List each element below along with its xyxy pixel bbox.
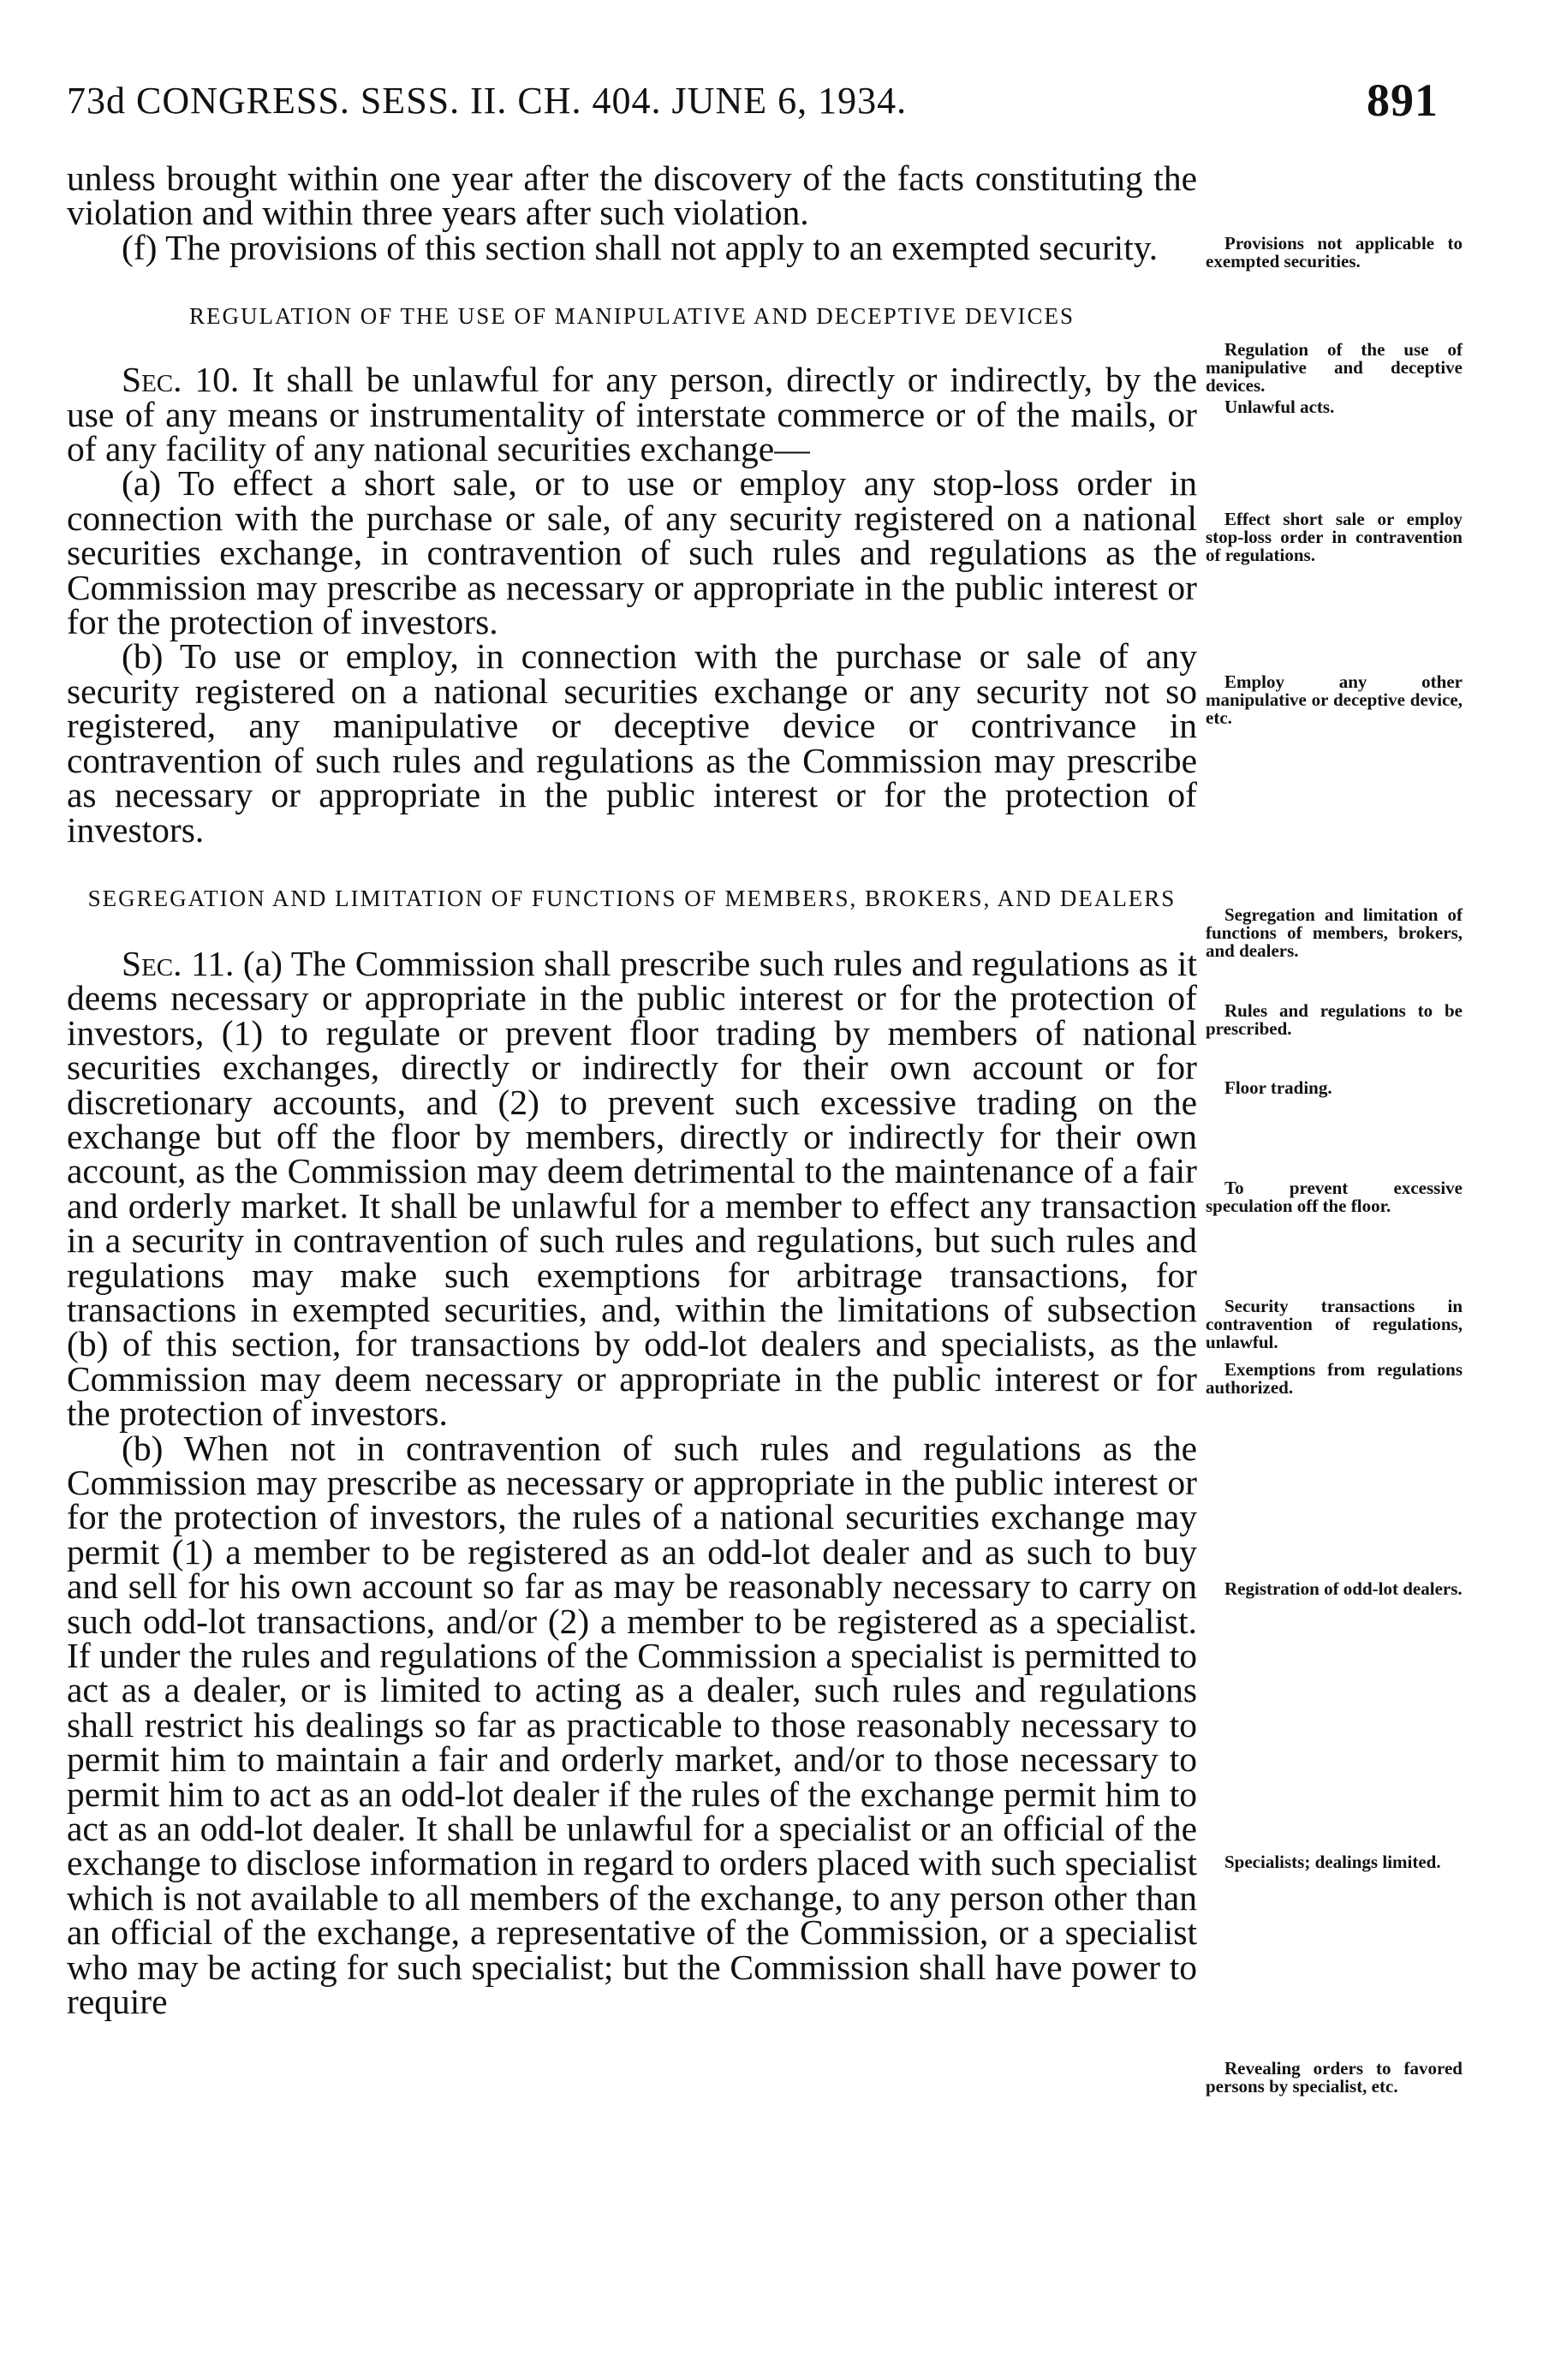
paragraph-11a bbox=[67, 943, 1197, 1434]
paragraph-10b: (b) To use or employ, in connection with the purchase or sale of any security registered on a national securities exchange or any security not so registered, any manipulative or deceptive device or contrivance in contravention of such rules and regulations as the Commission may prescribe as necessary or appropriate in the public interest or for the protection of investors. bbox=[67, 636, 1197, 850]
margin-note-unlawful-acts: Unlawful acts. bbox=[1224, 397, 1335, 417]
margin-note-odd-lot-dealers: Registration of odd-lot dealers. bbox=[1224, 1578, 1463, 1599]
section-10-text: It shall be unlawful for any person, directly or indirectly, by the use of any means or instrumentality of interstate commerce or of the mails, or of any facility of any national securities exchange— bbox=[67, 360, 1198, 469]
section-11a-text: (a) The Commission shall prescribe such rules and regulations as it deems necessary or appropriate in the public interest or for the protection of investors, (1) to regulate or prevent floor trading by members of national securities exchanges, directly or indirectly for their own account or for discretionary accounts, and (2) to prevent such excessive trading on the exchange but off the floor by members, directly or indirectly for their own account, as the Commission may deem detrimental to the maintenance of a fair and orderly market. It shall be unlawful for a member to effect any transaction in a security in contravention of such rules and regulations, but such rules and regulations may make such exemptions for arbitrage transactions, for transactions in exempted securities, and, within the limitations of subsection (b) of this section, for transactions by odd-lot dealers and specialists, as the Commission may deem necessary or appropriate in the public interest or for the protection of investors. bbox=[67, 943, 1197, 1434]
section-11-heading: SEGREGATION AND LIMITATION OF FUNCTIONS OF MEMBERS, BROKERS, AND DEALERS bbox=[87, 885, 1177, 911]
running-title: 73d CONGRESS. SESS. II. CH. 404. JUNE 6, 1934. bbox=[67, 80, 908, 122]
section-11-label: Sec. 11. bbox=[122, 943, 235, 983]
margin-note-exemptions: Exemptions from regulations authorized. bbox=[1206, 1359, 1463, 1398]
margin-note-short-sale: Effect short sale or employ stop-loss order in contravention of regulations. bbox=[1206, 509, 1463, 565]
paragraph-f: (f) The provisions of this section shall not apply to an exempted security. bbox=[122, 227, 1159, 267]
margin-note-floor-trading: Floor trading. bbox=[1224, 1077, 1332, 1098]
section-10-label: Sec. 10. bbox=[122, 360, 240, 400]
paragraph-10a: (a) To effect a short sale, or to use or employ any stop-loss order in connection with the purchase or sale, of any security registered on a national securities exchange, in contravention of such rules and regulations as the Commission may prescribe as necessary or appropriate in the public interest or for the protection of investors. bbox=[67, 463, 1197, 642]
page-number: 891 bbox=[1367, 75, 1439, 126]
paragraph-sec10 bbox=[67, 360, 1198, 469]
margin-note-security-transactions: Security transactions in contravention of regulations, unlawful. bbox=[1206, 1296, 1463, 1352]
margin-note-manipulative-device: Employ any other manipulative or deceptive device, etc. bbox=[1206, 671, 1463, 728]
margin-note-excessive-speculation: To prevent excessive speculation off the floor. bbox=[1206, 1178, 1463, 1216]
margin-note-revealing-orders: Revealing orders to favored persons by specialist, etc. bbox=[1206, 2058, 1463, 2097]
paragraph-continuation: unless brought within one year after the discovery of the facts constituting the violation and within three years after such violation. bbox=[67, 158, 1197, 233]
margin-note-specialists: Specialists; dealings limited. bbox=[1224, 1852, 1441, 1872]
margin-note-regulation-devices: Regulation of the use of manipulative and deceptive devices. bbox=[1206, 339, 1463, 396]
margin-note-segregation: Segregation and limitation of functions of members, brokers, and dealers. bbox=[1206, 904, 1463, 961]
section-10-heading: REGULATION OF THE USE OF MANIPULATIVE AND DECEPTIVE DEVICES bbox=[189, 303, 1075, 330]
paragraph-11b: (b) When not in contravention of such rules and regulations as the Commission may prescribe as necessary or appropriate in the public interest or for the protection of investors, the rules of a national securities exchange may permit (1) a member to be registered as an odd-lot dealer and as such to buy and sell for his own account so far as may be reasonably necessary to carry on such odd-lot transactions, and/or (2) a member to be registered as a specialist. If under the rules and regulations of the Commission a specialist is permitted to act as a dealer, or is limited to acting as a dealer, such rules and regulations shall restrict his dealings so far as practicable to those reasonably necessary to permit him to maintain a fair and orderly market, and/or to those necessary to permit him to act as an odd-lot dealer if the rules of the exchange permit him to act as an odd-lot dealer. It shall be unlawful for a specialist or an official of the exchange to disclose information in regard to orders placed with such specialist which is not available to all members of the exchange, to any person other than an official of the exchange, a representative of the Commission, or a specialist who may be acting for such specialist; but the Commission shall have power to require bbox=[67, 1428, 1197, 2022]
main-text bbox=[67, 158, 1198, 2022]
margin-note-provisions: Provisions not applicable to exempted securities. bbox=[1206, 233, 1463, 271]
margin-note-rules-prescribed: Rules and regulations to be prescribed. bbox=[1206, 1000, 1463, 1039]
